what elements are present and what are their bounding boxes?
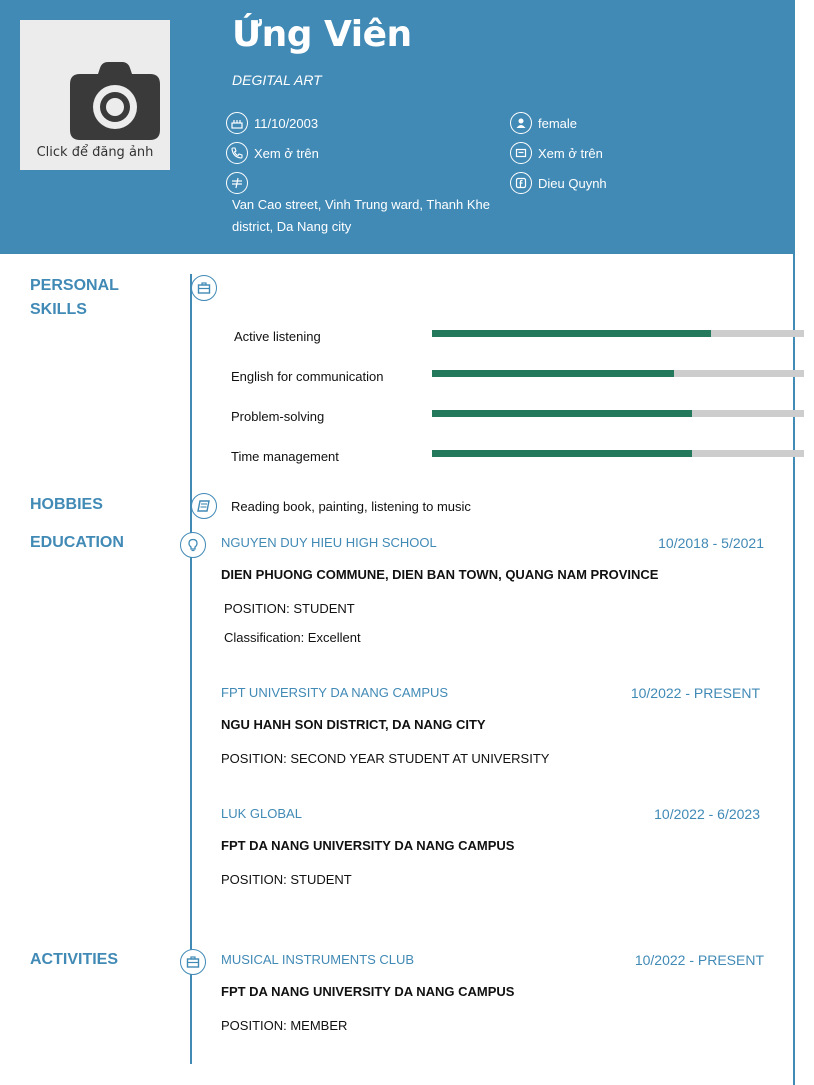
facebook-value: Dieu Quynh xyxy=(538,175,607,191)
education-place: DIEN PHUONG COMMUNE, DIEN BAN TOWN, QUANG NAM PROVINCE xyxy=(221,567,659,582)
skill-bar xyxy=(432,330,804,337)
activity-place: FPT DA NANG UNIVERSITY DA NANG CAMPUS xyxy=(221,984,515,999)
photo-upload-label: Click để đăng ảnh xyxy=(36,145,154,160)
skills-section-title: PERSONAL SKILLS xyxy=(30,277,119,318)
candidate-role: DEGITAL ART xyxy=(232,72,322,88)
page-right-border xyxy=(793,254,795,1085)
facebook-row xyxy=(510,172,607,194)
skill-bar-fill xyxy=(432,370,674,377)
education-org: NGUYEN DUY HIEU HIGH SCHOOL xyxy=(221,535,437,550)
birthday-value: 11/10/2003 xyxy=(254,115,319,131)
activity-org: MUSICAL INSTRUMENTS CLUB xyxy=(221,952,415,967)
education-position: POSITION: STUDENT xyxy=(221,872,352,887)
location-icon xyxy=(226,172,248,194)
education-place: NGU HANH SON DISTRICT, DA NANG CITY xyxy=(221,717,486,732)
gender-row xyxy=(510,112,577,134)
address-value: Van Cao street, Vinh Trung ward, Thanh Khe district, Da Nang city xyxy=(232,197,490,234)
skill-bar xyxy=(432,450,804,457)
skill-name: Active listening xyxy=(234,329,321,344)
email-icon xyxy=(510,142,532,164)
education-position: POSITION: STUDENT xyxy=(224,601,355,616)
email-value: Xem ở trên xyxy=(538,145,603,161)
education-classification: Classification: Excellent xyxy=(224,630,361,645)
photo-upload[interactable] xyxy=(20,20,170,170)
skill-bar-fill xyxy=(432,410,692,417)
phone-row xyxy=(226,142,319,164)
education-section-title: EDUCATION xyxy=(30,534,124,551)
education-place: FPT DA NANG UNIVERSITY DA NANG CAMPUS xyxy=(221,838,515,853)
lightbulb-icon xyxy=(180,532,206,558)
skill-bar xyxy=(432,410,804,417)
education-date: 10/2018 - 5/2021 xyxy=(658,535,764,551)
book-icon xyxy=(191,493,217,519)
briefcase-icon xyxy=(180,949,206,975)
facebook-icon xyxy=(510,172,532,194)
education-date: 10/2022 - PRESENT xyxy=(630,685,760,701)
skill-bar-fill xyxy=(432,450,692,457)
phone-value: Xem ở trên xyxy=(254,145,319,161)
education-org: LUK GLOBAL xyxy=(221,806,302,821)
hobbies-text: Reading book, painting, listening to music xyxy=(231,499,471,514)
hobbies-section-title: HOBBIES xyxy=(30,496,103,513)
skill-bar xyxy=(432,370,804,377)
skill-name: Problem-solving xyxy=(231,409,325,424)
education-org: FPT UNIVERSITY DA NANG CAMPUS xyxy=(221,685,449,700)
activity-date: 10/2022 - PRESENT xyxy=(634,952,764,968)
email-row xyxy=(510,142,603,164)
timeline-line xyxy=(190,274,192,1064)
user-icon xyxy=(510,112,532,134)
candidate-name: Ứng Viên xyxy=(232,14,412,55)
phone-icon xyxy=(226,142,248,164)
activity-position: POSITION: MEMBER xyxy=(221,1018,348,1033)
briefcase-icon xyxy=(191,275,217,301)
education-position: POSITION: SECOND YEAR STUDENT AT UNIVERSITY xyxy=(221,751,550,766)
birthday-cake-icon xyxy=(226,112,248,134)
camera-icon xyxy=(70,62,160,140)
activities-section-title: ACTIVITIES xyxy=(30,951,119,968)
skill-name: English for communication xyxy=(231,369,384,384)
skill-name: Time management xyxy=(231,449,339,464)
education-date: 10/2022 - 6/2023 xyxy=(654,806,760,822)
address-row xyxy=(226,172,254,194)
skill-bar-fill xyxy=(432,330,711,337)
cv-header xyxy=(0,0,795,254)
birthday-row xyxy=(226,112,318,134)
gender-value: female xyxy=(538,115,578,131)
